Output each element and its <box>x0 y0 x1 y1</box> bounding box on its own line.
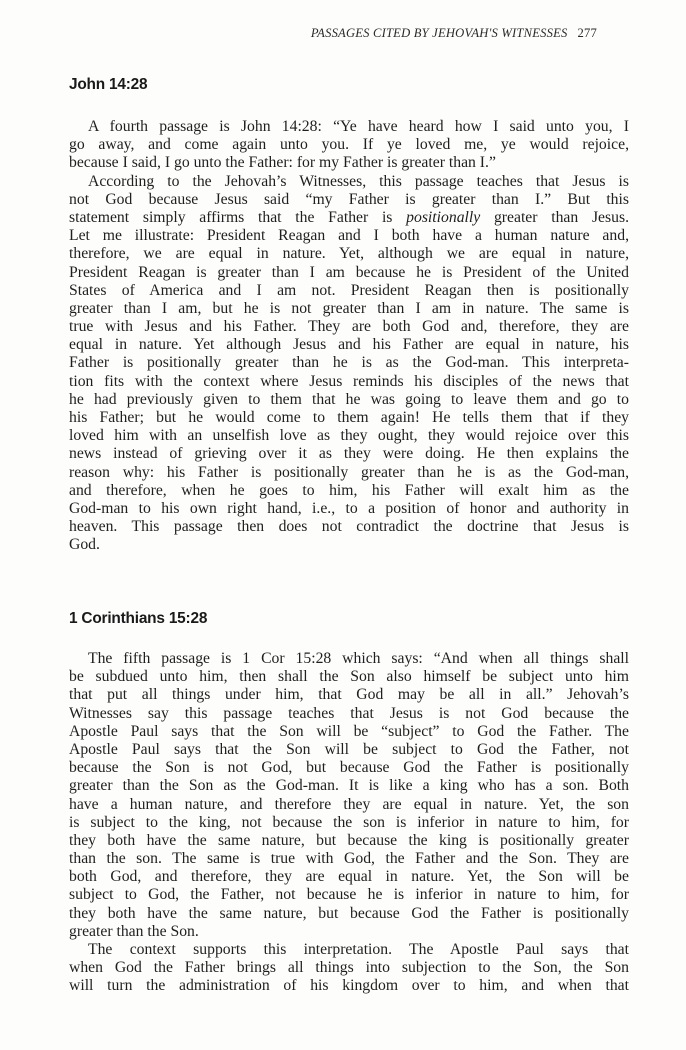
text-line: Let me illustrate: President Reagan and I both have a human nature and, <box>69 227 629 245</box>
text-line: Apostle Paul says that the Son will be “subject” to God the Father. The <box>69 722 629 740</box>
text-line: true with Jesus and his Father. They are both God and, therefore, they are <box>69 318 629 336</box>
text-line: that put all things under him, that God may be all in all.” Jehovah’s <box>69 686 629 704</box>
text-line: greater than I am, but he is not greater than I am in nature. The same is <box>69 299 629 317</box>
text-line: greater than the Son. <box>69 922 199 940</box>
section-body-john-14-28 <box>69 118 629 555</box>
text-line: Apostle Paul says that the Son will be subject to God the Father, not <box>69 740 629 758</box>
text-line: equal in nature. Yet although Jesus and his Father are equal in nature, his <box>69 336 629 354</box>
text-line: States of America and I am not. President Reagan then is positionally <box>69 281 629 299</box>
text-line: his Father; but he would come to them again! He tells them that if they <box>69 409 629 426</box>
text-line: will turn the administration of his kingdom over to him, and when that <box>69 977 629 995</box>
text-line: reason why: his Father is positionally greater than he is as the God-man, <box>69 463 629 481</box>
text-line: greater than the Son as the God-man. It is like a king who has a son. Both <box>69 777 629 795</box>
text-line: than the son. The same is true with God, the Father and the Son. They are <box>69 850 629 868</box>
running-head <box>0 26 597 41</box>
text-line: The fifth passage is 1 Cor 15:28 which says: “And when all things shall <box>88 650 629 667</box>
text-line: and therefore, when he goes to him, his Father will exalt him as the <box>69 481 629 499</box>
text-line: heaven. This passage then does not contradict the doctrine that Jesus is <box>69 518 629 536</box>
running-head-title: PASSAGES CITED BY JEHOVAH'S WITNESSES <box>310 26 568 40</box>
text-line: have a human nature, and therefore they are equal in nature. Yet, the son <box>69 795 629 813</box>
text-line: be subdued unto him, then shall the Son also himself be subject unto him <box>69 668 629 686</box>
text-line: subject to God, the Father, not because he is inferior in nature to him, for <box>69 886 629 904</box>
text-line: God. <box>69 536 100 554</box>
text-line: he had previously given to them that he was going to leave them and go to <box>69 390 629 408</box>
text-line: The context supports this interpretation. The Apostle Paul says that <box>88 941 629 958</box>
text-line: because I said, I go unto the Father: for my Father is greater than I.” <box>69 154 496 172</box>
text-line: loved him with an unselfish love as they ought, they would rejoice over this <box>69 427 629 445</box>
text-line: statement simply affirms that the Father is positionally greater than Jesus. <box>69 208 629 226</box>
text-line: both God, and therefore, they are equal in nature. Yet, the Son will be <box>69 868 629 886</box>
text-line: not God because Jesus said “my Father is greater than I.” But this <box>69 190 629 208</box>
text-line: they both have the same nature, but because the king is positionally greater <box>69 831 629 849</box>
section-heading-john-14-28: John 14:28 <box>69 76 148 93</box>
text-line: tion fits with the context where Jesus reminds his disciples of the news that <box>69 372 629 390</box>
text-line: go away, and come again unto you. If ye loved me, ye would rejoice, <box>69 136 629 154</box>
text-line: God-man to his own right hand, i.e., to a position of honor and authority in <box>69 499 629 517</box>
text-line: Father is positionally greater than he is as the God-man. This interpreta- <box>69 354 629 372</box>
text-line: According to the Jehovah’s Witnesses, this passage teaches that Jesus is <box>88 172 629 190</box>
text-line: A fourth passage is John 14:28: “Ye have heard how I said unto you, I <box>88 118 629 135</box>
text-line: news instead of grieving over it as they were doing. He then explains the <box>69 445 629 463</box>
page-number: 277 <box>577 26 597 40</box>
text-line: because the Son is not God, but because God the Father is positionally <box>69 759 629 777</box>
text-line: is subject to the king, not because the son is inferior in nature to him, for <box>69 813 629 831</box>
section-heading-1-corinthians-15-28: 1 Corinthians 15:28 <box>69 610 208 627</box>
text-line: Witnesses say this passage teaches that Jesus is not God because the <box>69 704 629 722</box>
section-body-1-corinthians-15-28 <box>69 650 629 996</box>
emphasis: positionally <box>406 208 481 226</box>
text-line: therefore, we are equal in nature. Yet, although we are equal in nature, <box>69 245 629 263</box>
text-line: President Reagan is greater than I am because he is President of the United <box>69 263 629 281</box>
text-line: when God the Father brings all things into subjection to the Son, the Son <box>69 959 629 977</box>
text-line: they both have the same nature, but because God the Father is positionally <box>69 904 629 922</box>
